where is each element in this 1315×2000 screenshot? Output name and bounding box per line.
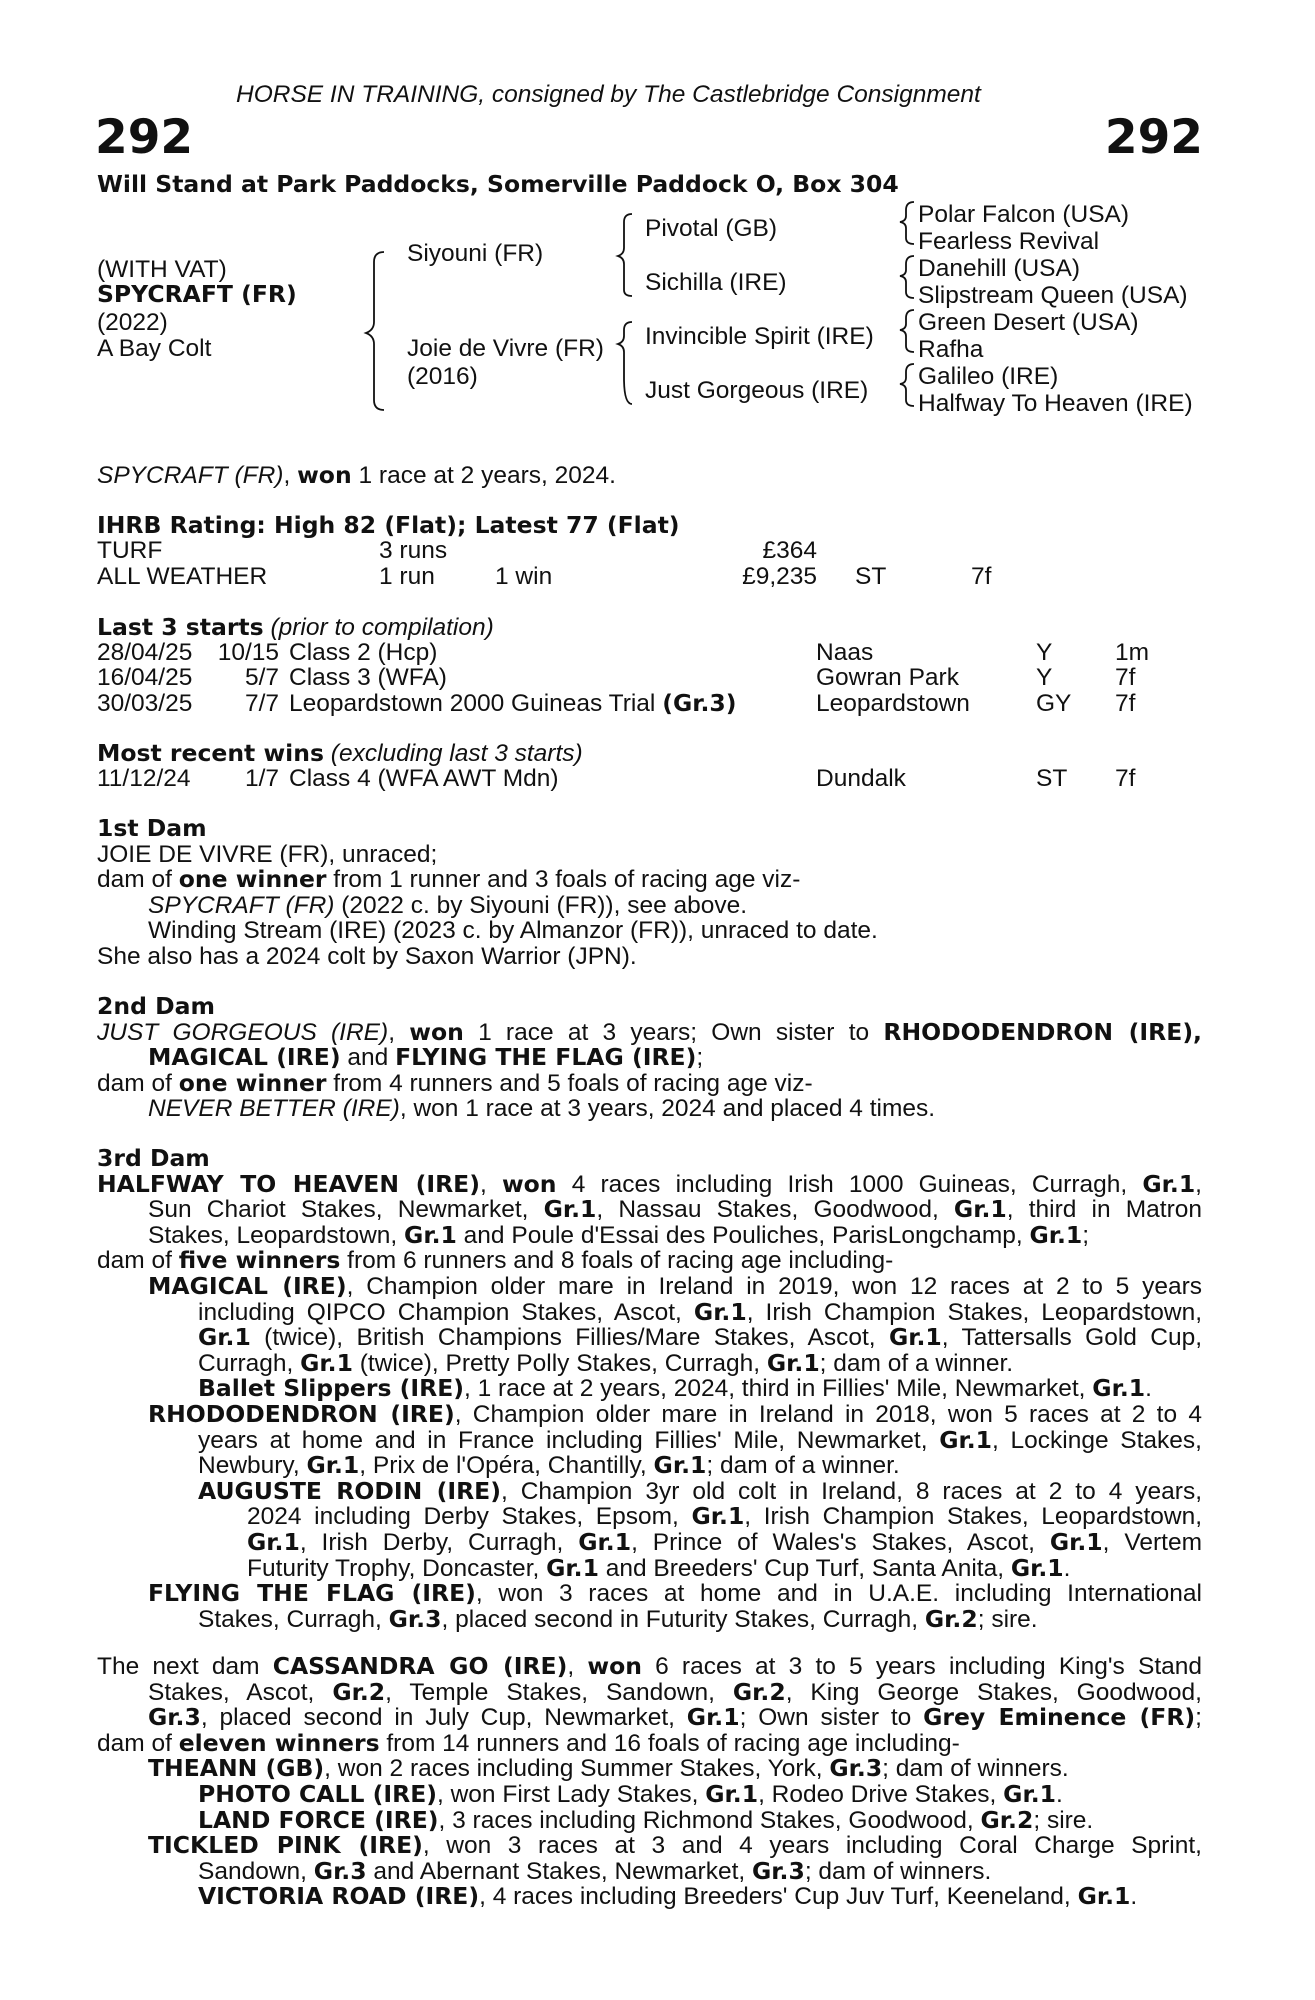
foaling-year: (2022) — [97, 309, 168, 336]
lot-number-right: 292 — [1104, 110, 1203, 165]
dam-sire-sire: Green Desert (USA) — [918, 309, 1139, 336]
dam-dam: Just Gorgeous (IRE) — [645, 377, 869, 404]
third-dam-section: 3rd Dam HALFWAY TO HEAVEN (IRE), won 4 races including Irish 1000 Guineas, Curragh, Gr.1, Sun Chariot Stakes, Newmarket, Gr.1, Nassau Stakes, Goodwood, Gr.1, third in Matron Stakes, Leopardstown, Gr.1 and Poule d'Essai des Pouliches, ParisLongchamp, Gr.1; dam of five winners from 6 runners and 8 foals of racing age including- MAGICAL (IRE), Champion older mare in Ireland in 2019, won 12 races at 2 to 5 years including QIPCO Champion Stakes, Ascot, Gr.1, Irish Champion Stakes, Leopardstown, Gr.1 (twice), British Champions Fillies/Mare Stakes, Ascot, Gr.1, Tattersalls Gold Cup, Curragh, Gr.1 (twice), Pretty Polly Stakes, Curragh, Gr.1; dam of a winner. Ballet Slippers (IRE), 1 race at 2 years, 2024, third in Fillies' Mile, Newmarket, Gr.1. RHODODENDRON (IRE), Champion older mare in Ireland in 2018, won 5 races at 2 to 4 years at home and in France including Fillies' Mile, Newmarket, Gr.1, Lockinge Stakes, Newbury, Gr.1, Prix de l'Opéra, Chantilly, Gr.1; dam of a winner. AUGUSTE RODIN (IRE), Champion 3yr old colt in Ireland, 8 races at 2 to 4 years, 2024 including Derby Stakes, Epsom, Gr.1, Irish Champion Stakes, Leopardstown, Gr.1, Irish Derby, Curragh, Gr.1, Prince of Wales's Stakes, Ascot, Gr.1, Vertem Futurity Trophy, Doncaster, Gr.1 and Breeders' Cup Turf, Santa Anita, Gr.1. FLYING THE FLAG (IRE), won 3 races at home and in U.A.E. including International Stakes, Curragh, Gr.3, placed second in Futurity Stakes, Curragh, Gr.2; sire. — [97, 1144, 1203, 1633]
dam-name: Joie de Vivre (FR) — [407, 335, 604, 362]
horse-name: SPYCRAFT (FR) — [97, 280, 297, 308]
sire-dam-dam: Slipstream Queen (USA) — [918, 282, 1188, 309]
first-dam-section: 1st Dam JOIE DE VIVRE (FR), unraced; dam of one winner from 1 runner and 3 foals of racing age viz- SPYCRAFT (FR) (2022 c. by Siyouni (FR)), see above. Winding Stream (IRE) (2023 c. by Almanzor (FR)), unraced to date. She also has a 2024 colt by Saxon Warrior (JPN). — [97, 816, 1202, 970]
stand-location: Will Stand at Park Paddocks, Somerville Paddock O, Box 304 — [97, 170, 899, 198]
rating-title: IHRB Rating: High 82 (Flat); Latest 77 (Flat) — [97, 511, 680, 539]
second-dam-section: 2nd Dam JUST GORGEOUS (IRE), won 1 race at 3 years; Own sister to RHODODENDRON (IRE), MAGICAL (IRE) and FLYING THE FLAG (IRE); dam of one winner from 4 runners and 5 foals of racing age viz- NEVER BETTER (IRE), won 1 race at 3 years, 2024 and placed 4 times. — [97, 992, 1202, 1123]
dam-sire: Invincible Spirit (IRE) — [645, 323, 874, 350]
last3-title: Last 3 starts (prior to compilation) — [97, 613, 494, 641]
dam-year: (2016) — [407, 363, 478, 390]
dam-dam-dam: Halfway To Heaven (IRE) — [918, 390, 1193, 417]
dam-sire-dam: Rafha — [918, 336, 984, 363]
recent-wins-title: Most recent wins (excluding last 3 starts) — [97, 739, 583, 767]
dam-dam-sire: Galileo (IRE) — [918, 363, 1059, 390]
race-summary: SPYCRAFT (FR), won 1 race at 2 years, 2024. — [97, 461, 616, 489]
sire-sire-dam: Fearless Revival — [918, 228, 1100, 255]
sire-name: Siyouni (FR) — [407, 240, 544, 267]
section-title: 2nd Dam — [97, 992, 215, 1020]
catalogue-header: HORSE IN TRAINING, consigned by The Castlebridge Consignment — [236, 81, 981, 108]
sire-sire-sire: Polar Falcon (USA) — [918, 201, 1130, 228]
section-title: 3rd Dam — [97, 1144, 210, 1172]
next-dam-section: The next dam CASSANDRA GO (IRE), won 6 races at 3 to 5 years including King's Stand Stakes, Ascot, Gr.2, Temple Stakes, Sandown, Gr.2, King George Stakes, Goodwood, Gr.3, placed second in July Cup, Newmarket, Gr.1; Own sister to Grey Eminence (FR); dam of eleven winners from 14 runners and 16 foals of racing age including- THEANN (GB), won 2 races including Summer Stakes, York, Gr.3; dam of winners. PHOTO CALL (IRE), won First Lady Stakes, Gr.1, Rodeo Drive Stakes, Gr.1. LAND FORCE (IRE), 3 races including Richmond Stakes, Goodwood, Gr.2; sire. TICKLED PINK (IRE), won 3 races at 3 and 4 years including Coral Charge Sprint, Sandown, Gr.3 and Abernant Stakes, Newmarket, Gr.3; dam of winners. VICTORIA ROAD (IRE), 4 races including Breeders' Cup Juv Turf, Keeneland, Gr.1. — [97, 1652, 1203, 1911]
vat-status: (WITH VAT) — [97, 256, 227, 283]
lot-number-left: 292 — [95, 110, 194, 165]
sire-dam-sire: Danehill (USA) — [918, 255, 1081, 282]
sire-dam: Sichilla (IRE) — [645, 269, 787, 296]
section-title: 1st Dam — [97, 814, 207, 842]
sire-sire: Pivotal (GB) — [645, 215, 778, 242]
horse-description: A Bay Colt — [97, 335, 212, 362]
